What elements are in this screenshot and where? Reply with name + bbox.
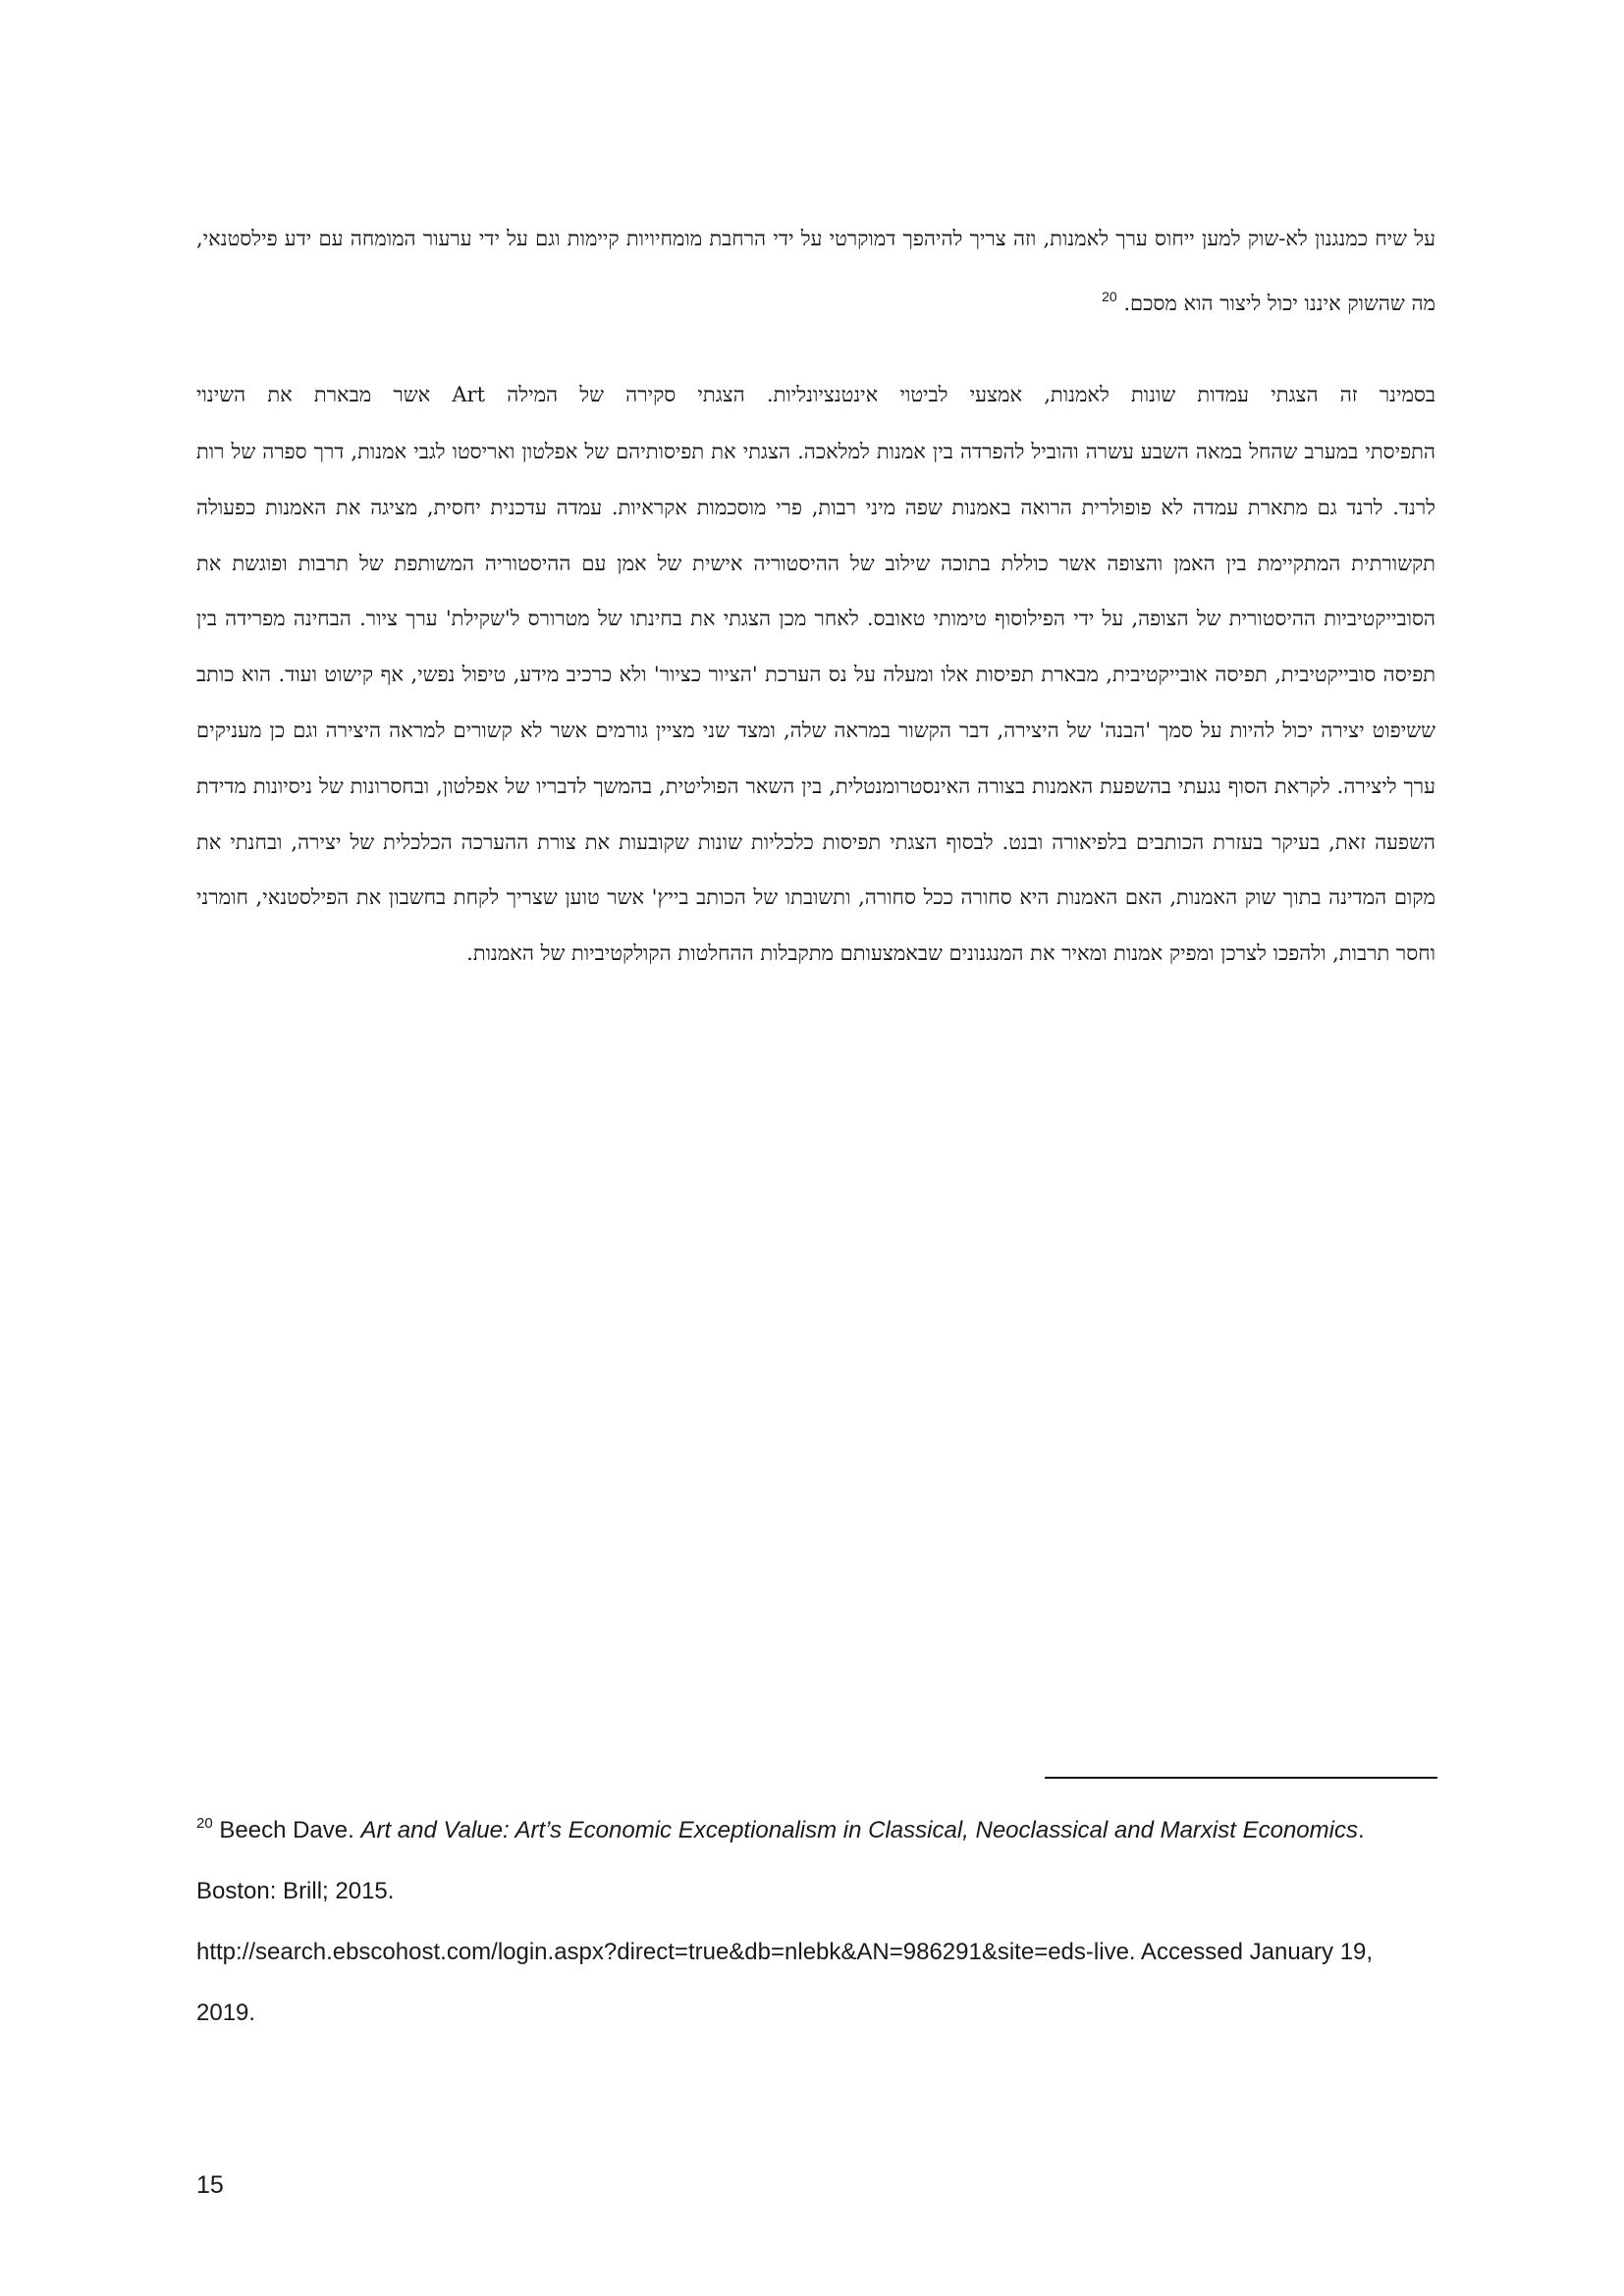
footnote-title: Art and Value: Art’s Economic Exceptionalism in Classical, Neoclassical and Marxist Economics xyxy=(360,1817,1358,1843)
footnote-accessed: . Accessed January 19, 2019. xyxy=(196,1939,1374,2026)
footnote-link-line xyxy=(196,1922,1435,2044)
paragraph-1-text: על שיח כמנגנון לא-שוק למען ייחוס ערך לאמנות, וזה צריך להיהפך דמוקרטי על ידי הרחבת מומחיויות קיימות וגם על ידי ערעור המומחה עם ידע פילסטנאי, מה שהשוק איננו יכול ליצור הוא מסכם. xyxy=(196,227,1435,315)
page-number: 15 xyxy=(196,2171,224,2199)
footnote-number: 20 xyxy=(196,1815,213,1832)
footnote-reference[interactable]: 20 xyxy=(1102,289,1117,304)
footnote-citation xyxy=(196,1800,1435,1922)
footnote xyxy=(196,1800,1435,2044)
paragraph-1 xyxy=(196,206,1435,336)
footnote-separator xyxy=(1045,1777,1437,1779)
paragraph-2: התפיסתי במערב שהחל במאה השבע עשרה והוביל להפרדה בין אמנות למלאכה. הצגתי את תפיסותיהם של אפלטון ואריסטו לגבי אמנות, דרך ספרה של רות לרנד. לרנד גם מתארת עמדה לא פופולרית הרואה באמנות שפה מיני רבות, פרי מוסכמות אקראיות. עמדה עדכנית יחסית, מציגה את האמנות כפעולה תקשורתית המתקיימת בין האמן והצופה אשר כוללת בתוכה שילוב של ההיסטוריה אישית של אמן עם ההיסטוריה המשותפת של תרבות ופוגשת את הסובייקטיביות ההיסטורית של הצופה, על ידי הפילוסוף טימותי טאובס. לאחר מכן הצגתי את בחינתו של מטרורס ל'שקילת' ערך ציור. הבחינה מפרידה בין תפיסה סובייקטיבית, תפיסה אובייקטיבית, מבארת תפיסות אלו ומעלה על נס הערכת 'הציור כציור' ולא כרכיב מידע, טיפול נפשי, אף קישוט ועוד. הוא כותב ששיפוט יצירה יכול להיות על סמך 'הבנה' של היצירה, דבר הקשור במראה שלה, ומצד שני מציין גורמים אשר לא קשורים למראה היצירה וגם כן מעניקים ערך ליצירה. לקראת הסוף נגעתי בהשפעת האמנות בצורה האינסטרומנטלית, בין השאר הפוליטית, בהמשך לדבריו של אפלטון, ובחסרונות של ניסיונות מדידת השפעה זאת, בעיקר בעזרת הכותבים בלפיאורה ובנט. לבסוף הצגתי תפיסות כלכליות שונות שקובעות את צורת ההערכה הכלכלית של יצירה, ובחנתי את מקום המדינה בתוך שוק האמנות, האם האמנות היא סחורה ככל סחורה, ותשובתו של הכותב בייץ' אשר טוען שצריך לקחת בחשבון את הפילסטנאי, חומרני וחסר תרבות, ולהפכו לצרכן ומפיק אמנות ומאיר את המנגנונים שבאמצעותם מתקבלות ההחלטות הקולקטיביות של האמנות. xyxy=(196,440,1435,966)
footnote-url[interactable]: http://search.ebscohost.com/login.aspx?direct=true&db=nlebk&AN=986291&site=eds-live xyxy=(196,1939,1129,1965)
paragraph-2-first-line: בסמינר זה הצגתי עמדות שונות לאמנות, אמצעי לביטוי אינטנציונליות. הצגתי סקירה של המילה Art אשר מבארת את השינוי xyxy=(196,383,1435,406)
footnote-publication: . Boston: Brill; 2015. xyxy=(196,1817,1365,1904)
footnote-author: Beech Dave. xyxy=(219,1817,361,1843)
